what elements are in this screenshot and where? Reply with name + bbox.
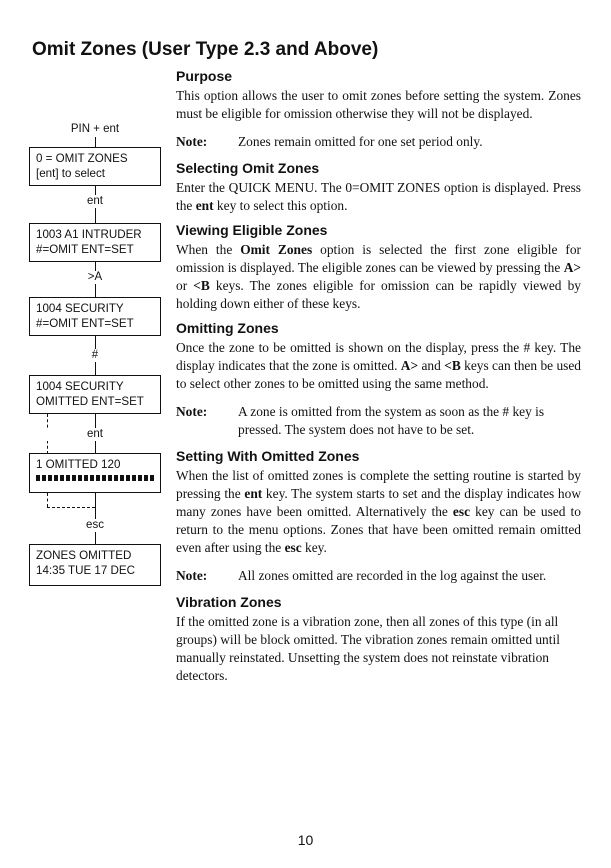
note-text: Zones remain omitted for one set period only. — [238, 134, 483, 149]
note-2 — [176, 403, 581, 439]
main-content — [176, 68, 581, 685]
lcd-line: 14:35 TUE 17 DEC — [36, 564, 136, 577]
key-label-ent: ent — [29, 195, 161, 208]
lcd-screen-omit-zones — [29, 147, 161, 186]
lcd-screen-security — [29, 297, 161, 336]
keypad-flow-diagram — [0, 0, 175, 868]
key-label-ent: ent — [29, 428, 161, 441]
note-text: All zones omitted are recorded in the log against the user. — [238, 568, 547, 583]
section-heading-purpose: Purpose — [176, 68, 233, 84]
lcd-line: #=OMIT ENT=SET — [36, 317, 134, 330]
vibration-text: If the omitted zone is a vibration zone, then all zones of this type (in all groups) will be block omitted. The vibration zones remain omitted until manually reinstated. Unsetting the system does not reinstate vibration detectors. — [176, 614, 560, 683]
lcd-screen-omitted-count — [29, 453, 161, 493]
selecting-text: Enter the QUICK MENU. The 0=OMIT ZONES option is displayed. Press the ent key to select this option. — [176, 180, 581, 213]
setting-text: When the list of omitted zones is complete the setting routine is started by pressing the ent key. The system starts to set and the display indicates how many zones have been omitted. Alternatively the esc key can be used to return to the menu options. Zones that have been omitted remain omitted even after using the esc key. — [176, 468, 581, 555]
lcd-line: 1004 SECURITY — [36, 302, 124, 315]
section-heading-vibration: Vibration Zones — [176, 594, 282, 610]
lcd-screen-zones-omitted — [29, 544, 161, 586]
start-label: PIN + ent — [29, 123, 161, 136]
lcd-line: [ent] to select — [36, 167, 105, 180]
page-title: Omit Zones (User Type 2.3 and Above) — [32, 39, 379, 60]
section-heading-setting: Setting With Omitted Zones — [176, 448, 360, 464]
note-label: Note: — [176, 404, 208, 419]
lcd-line: 1 OMITTED 120 — [36, 458, 121, 471]
note-1 — [176, 133, 581, 151]
key-label-esc: esc — [29, 519, 161, 532]
lcd-screen-intruder — [29, 223, 161, 262]
omitting-text: Once the zone to be omitted is shown on the display, press the # key. The display indicates that the zone is omitted. A> and <B keys can then be used to select other zones to be omitted using the same method. — [176, 340, 581, 391]
note-label: Note: — [176, 134, 208, 149]
lcd-line: 0 = OMIT ZONES — [36, 152, 128, 165]
section-heading-selecting: Selecting Omit Zones — [176, 160, 320, 176]
dashed-connector — [47, 493, 48, 507]
key-label-a: >A — [29, 271, 161, 284]
note-3 — [176, 567, 581, 585]
lcd-line: 1004 SECURITY — [36, 380, 124, 393]
lcd-line: OMITTED ENT=SET — [36, 395, 144, 408]
viewing-text: When the Omit Zones option is selected the first zone eligible for omission is displayed. The eligible zones can be viewed by pressing the A> or <B keys. The zones eligible for omission can be rapidly viewed by holding down either of these keys. — [176, 242, 582, 311]
lcd-line: #=OMIT ENT=SET — [36, 243, 134, 256]
lcd-line: ZONES OMITTED — [36, 549, 132, 562]
key-label-hash: # — [29, 349, 161, 362]
lcd-line: 1003 A1 INTRUDER — [36, 228, 142, 241]
dashed-connector — [47, 507, 95, 508]
page-number: 10 — [297, 832, 314, 848]
note-label: Note: — [176, 568, 208, 583]
lcd-screen-security-omitted — [29, 375, 161, 414]
progress-bar — [36, 475, 154, 481]
section-heading-viewing: Viewing Eligible Zones — [176, 222, 328, 238]
note-text: A zone is omitted from the system as soon as the # key is pressed. The system does not have to be set. — [238, 404, 545, 437]
section-heading-omitting: Omitting Zones — [176, 320, 279, 336]
purpose-text: This option allows the user to omit zones before setting the system. Zones must be eligible for omission otherwise they will not be displayed. — [176, 88, 581, 121]
